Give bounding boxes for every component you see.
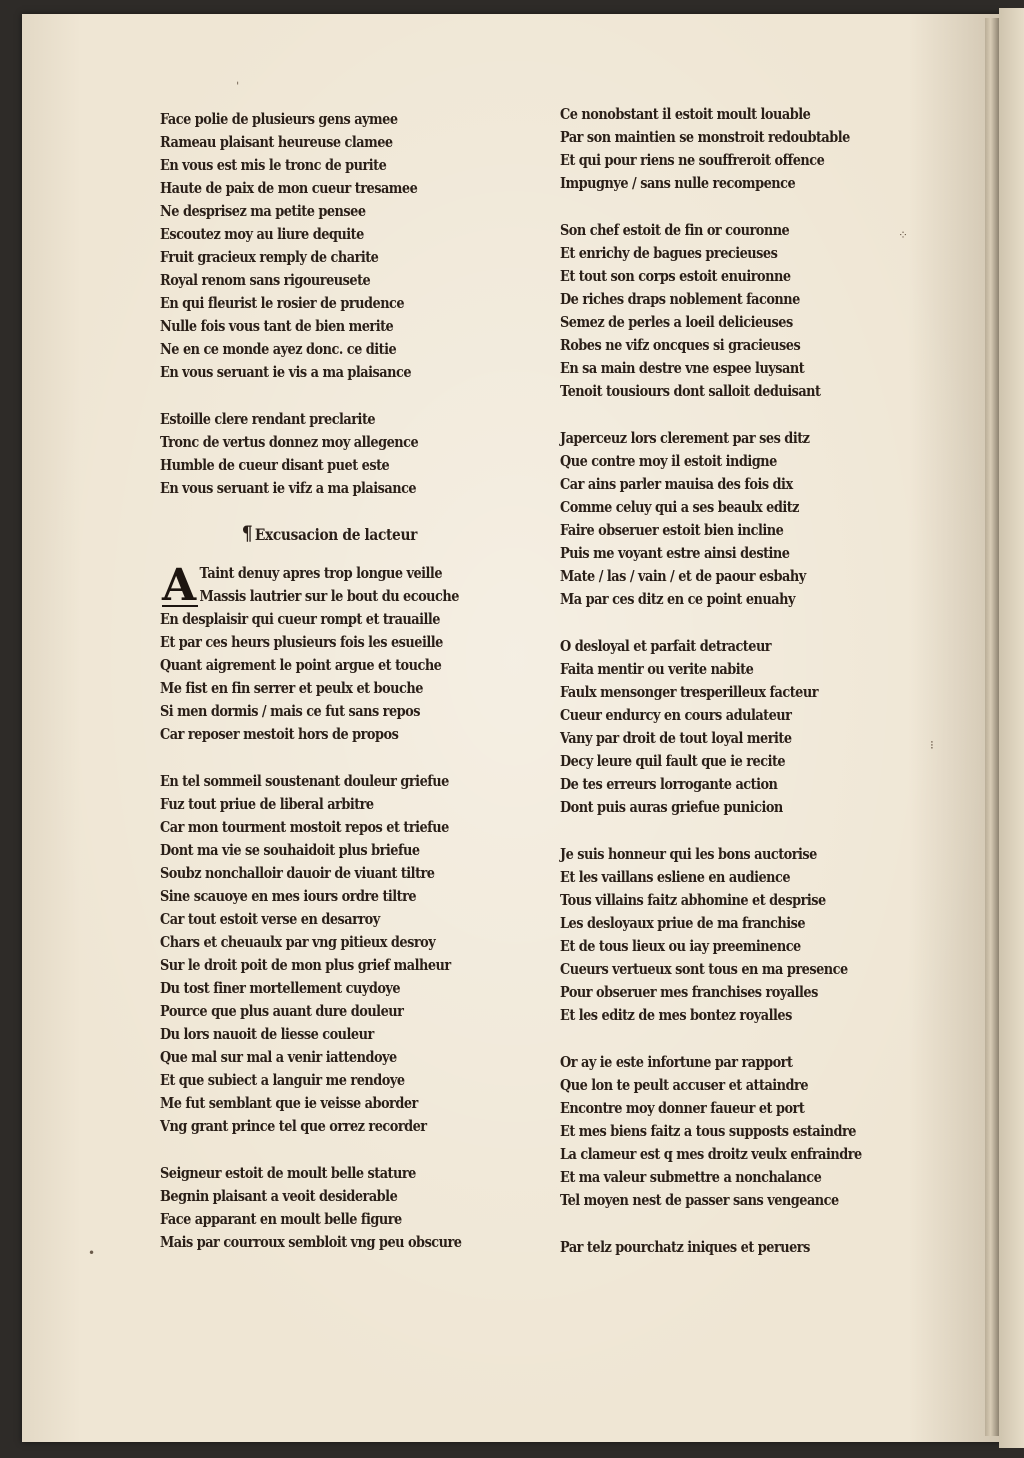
verse-line: Dont ma vie se souhaidoit plus briefue — [160, 841, 420, 859]
verse-line: Mais par courroux sembloit vng peu obscure — [160, 1233, 462, 1251]
verse-line: Et de tous lieux ou iay preeminence — [560, 937, 801, 955]
verse-line: Or ay ie este infortune par rapport — [560, 1053, 793, 1071]
verse-line: Faita mentir ou verite nabite — [560, 660, 754, 678]
verse-line: Fuz tout priue de liberal arbitre — [160, 795, 374, 813]
section-heading-text: Excusacion de lacteur — [254, 525, 418, 544]
verse-line: En vous est mis le tronc de purite — [160, 156, 387, 174]
stanza — [160, 1162, 555, 1254]
margin-mark: ⁝ — [930, 738, 934, 752]
stanza — [560, 635, 955, 819]
verse-line: Que mal sur mal a venir iattendoye — [160, 1048, 397, 1066]
verse-line: Cueurs vertueux sont tous en ma presence — [560, 960, 848, 978]
verse-line: Ce nonobstant il estoit moult louable — [560, 105, 811, 123]
verse-line: Faulx mensonger tresperilleux facteur — [560, 683, 819, 701]
verse-line: Du lors nauoit de liesse couleur — [160, 1025, 374, 1043]
verse-line: Car tout estoit verse en desarroy — [160, 910, 380, 928]
verse-line: Quant aigrement le point argue et touche — [160, 656, 442, 674]
verse-line: Tenoit tousiours dont salloit deduisant — [560, 382, 821, 400]
verse-line: Face polie de plusieurs gens aymee — [160, 110, 398, 128]
verse-line: Massis lautrier sur le bout du ecouche — [199, 587, 459, 605]
verse-line: Semez de perles a loeil delicieuses — [560, 313, 793, 331]
right-column — [560, 103, 955, 1259]
verse-line: Et tout son corps estoit enuironne — [560, 267, 791, 285]
verse-line: Du tost finer mortellement cuydoye — [160, 979, 401, 997]
stanza — [160, 108, 555, 384]
verse-line: Par son maintien se monstroit redoubtable — [560, 128, 850, 146]
verse-line: Haute de paix de mon cueur tresamee — [160, 179, 418, 197]
verse-line: De tes erreurs lorrogante action — [560, 775, 778, 793]
verse-line: Rameau plaisant heureuse clamee — [160, 133, 393, 151]
verse-line: Tel moyen nest de passer sans vengeance — [560, 1191, 839, 1209]
verse-line: Face apparant en moult belle figure — [160, 1210, 402, 1228]
verse-line: Faire obseruer estoit bien incline — [560, 521, 784, 539]
verse-line: Pour obseruer mes franchises royalles — [560, 983, 818, 1001]
verse-line: En vous seruant ie vifz a ma plaisance — [160, 479, 417, 497]
stanza — [560, 1051, 955, 1212]
verse-line: Puis me voyant estre ainsi destine — [560, 544, 790, 562]
verse-line: Pource que plus auant dure douleur — [160, 1002, 404, 1020]
verse-line: Ne en ce monde ayez donc. ce ditie — [160, 340, 397, 358]
stanza — [160, 770, 555, 1138]
verse-line: Si men dormis / mais ce fut sans repos — [160, 702, 421, 720]
verse-line: Me fut semblant que ie veisse aborder — [160, 1094, 418, 1112]
verse-line: Comme celuy qui a ses beaulx editz — [560, 498, 799, 516]
verse-line: La clameur est q mes droitz veulx enfraindre — [560, 1145, 862, 1163]
section-heading — [160, 518, 500, 548]
verse-line: En desplaisir qui cueur rompt et trauaille — [160, 610, 440, 628]
verse-line: Car reposer mestoit hors de propos — [160, 725, 399, 743]
verse-line: Par telz pourchatz iniques et peruers — [560, 1238, 810, 1256]
margin-mark: ⁘ — [898, 228, 909, 242]
verse-line: Nulle fois vous tant de bien merite — [160, 317, 394, 335]
book-gutter — [985, 18, 999, 1436]
stanza — [160, 408, 555, 500]
pilcrow-mark: ¶ — [241, 521, 253, 545]
verse-line: Son chef estoit de fin or couronne — [560, 221, 790, 239]
verse-line: Et mes biens faitz a tous supposts estaindre — [560, 1122, 856, 1140]
ink-speck: • — [88, 1246, 96, 1260]
verse-line: En qui fleurist le rosier de prudence — [160, 294, 405, 312]
verse-line: Humble de cueur disant puet este — [160, 456, 390, 474]
verse-line: Fruit gracieux remply de charite — [160, 248, 379, 266]
verse-line: Et ma valeur submettre a nonchalance — [560, 1168, 822, 1186]
verse-line: Escoutez moy au liure dequite — [160, 225, 364, 243]
verse-line: Ne desprisez ma petite pensee — [160, 202, 366, 220]
verse-line: En tel sommeil soustenant douleur griefue — [160, 772, 449, 790]
verse-line: O desloyal et parfait detracteur — [560, 637, 772, 655]
verse-line: Que lon te peult accuser et attaindre — [560, 1076, 809, 1094]
verse-line: En sa main destre vne espee luysant — [560, 359, 805, 377]
ink-speck: ˌ — [236, 72, 240, 86]
verse-line: Me fist en fin serrer et peulx et bouche — [160, 679, 423, 697]
verse-line: Dont puis auras griefue punicion — [560, 798, 783, 816]
verse-line: Begnin plaisant a veoit desiderable — [160, 1187, 398, 1205]
verse-line: Impugnye / sans nulle recompence — [560, 174, 796, 192]
verse-line: Les desloyaux priue de ma franchise — [560, 914, 806, 932]
left-column — [160, 108, 555, 1254]
verse-line: Ma par ces ditz en ce point enuahy — [560, 590, 795, 608]
verse-line: Royal renom sans rigoureusete — [160, 271, 371, 289]
verse-line: Cueur endurcy en cours adulateur — [560, 706, 792, 724]
verse-line: Car ains parler mauisa des fois dix — [560, 475, 793, 493]
verse-line: En vous seruant ie vis a ma plaisance — [160, 363, 412, 381]
verse-line: Vng grant prince tel que orrez recorder — [160, 1117, 427, 1135]
verse-line: Et enrichy de bagues precieuses — [560, 244, 778, 262]
stanza — [560, 427, 955, 611]
verse-line: Vany par droit de tout loyal merite — [560, 729, 792, 747]
verse-line: Et les editz de mes bontez royalles — [560, 1006, 792, 1024]
verse-line: Japerceuz lors clerement par ses ditz — [560, 429, 810, 447]
verse-line: Je suis honneur qui les bons auctorise — [560, 845, 817, 863]
stanza — [560, 103, 955, 195]
verse-line: Decy leure quil fault que ie recite — [560, 752, 786, 770]
verse-line: De riches draps noblement faconne — [560, 290, 800, 308]
verse-line: Et qui pour riens ne souffreroit offence — [560, 151, 825, 169]
verse-line: Chars et cheuaulx par vng pitieux desroy — [160, 933, 436, 951]
stanza — [160, 562, 555, 746]
verse-line: Sine scauoye en mes iours ordre tiltre — [160, 887, 417, 905]
verse-line: Et par ces heurs plusieurs fois les esueille — [160, 633, 443, 651]
verse-line: Tronc de vertus donnez moy allegence — [160, 433, 419, 451]
verse-line: Encontre moy donner faueur et port — [560, 1099, 805, 1117]
verse-line: Seigneur estoit de moult belle stature — [160, 1164, 416, 1182]
stanza — [560, 219, 955, 403]
verse-line: Sur le droit poit de mon plus grief malheur — [160, 956, 451, 974]
verse-line: Estoille clere rendant preclarite — [160, 410, 376, 428]
verse-line: Et les vaillans esliene en audience — [560, 868, 791, 886]
verse-line: Tous villains faitz abhomine et desprise — [560, 891, 826, 909]
verse-line: Soubz nonchalloir dauoir de viuant tiltre — [160, 864, 435, 882]
stanza — [560, 843, 955, 1027]
verse-line: Et que subiect a languir me rendoye — [160, 1071, 405, 1089]
verse-line: Car mon tourment mostoit repos et triefue — [160, 818, 449, 836]
facing-page-edge — [999, 8, 1024, 1448]
verse-line: Mate / las / vain / et de paour esbahy — [560, 567, 806, 585]
verse-line: Taint denuy apres trop longue veille — [199, 564, 443, 582]
decorated-initial: A — [162, 560, 197, 611]
verse-line: Robes ne vifz oncques si gracieuses — [560, 336, 801, 354]
verse-line: Que contre moy il estoit indigne — [560, 452, 777, 470]
